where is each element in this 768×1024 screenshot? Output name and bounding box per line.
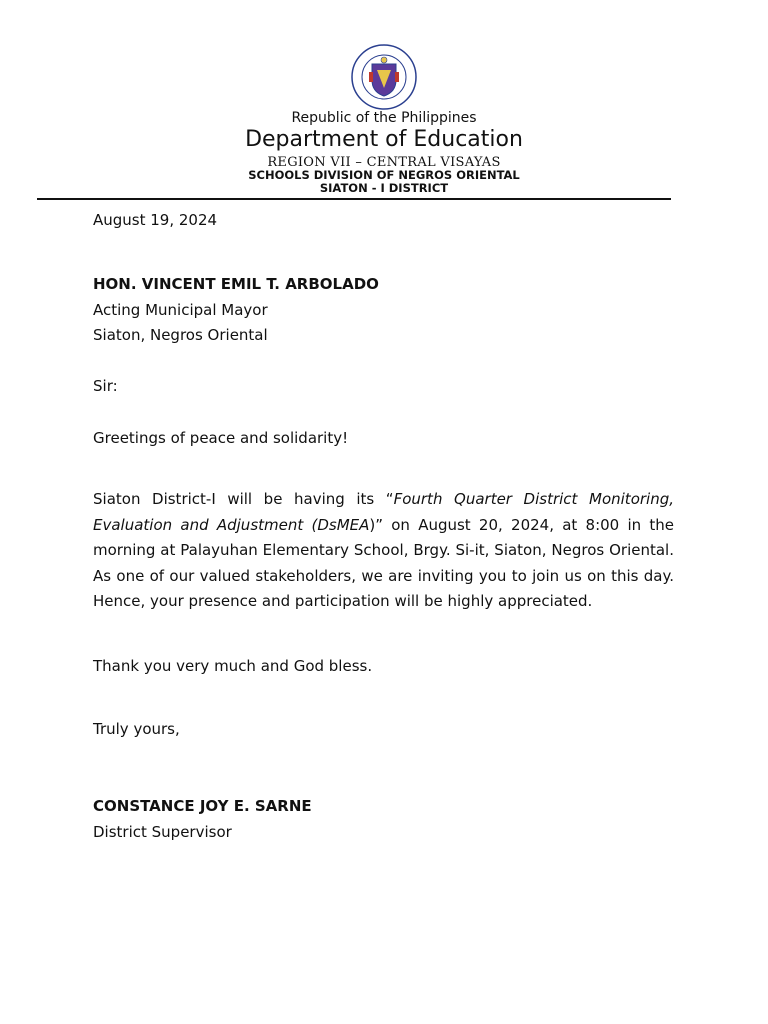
closing: Truly yours, — [93, 720, 180, 738]
recipient-location: Siaton, Negros Oriental — [93, 326, 268, 344]
salutation: Sir: — [93, 377, 118, 395]
department-heading: Department of Education — [245, 127, 523, 152]
event-name: Fourth Quarter District Monitoring, Evaluation and Adjustment (DsMEA — [93, 490, 674, 534]
region-heading: REGION VII – CENTRAL VISAYAS — [267, 155, 501, 170]
body-lead: Siaton District-I will be having its “ — [93, 490, 394, 508]
body-rest: )” on August 20, 2024, at 8:00 in the morning at Palayuhan Elementary School, Brgy. Si-it, Siaton, Negros Oriental. As one of our valued stakeholders, we are inviting you to join us on this day. Hence, your presence and participation will be highly appreciated. — [93, 515, 674, 611]
signatory-name: CONSTANCE JOY E. SARNE — [93, 797, 312, 815]
republic-heading: Republic of the Philippines — [291, 110, 477, 126]
signatory-title: District Supervisor — [93, 823, 232, 841]
letter-date: August 19, 2024 — [93, 211, 218, 229]
recipient-title: Acting Municipal Mayor — [93, 301, 268, 319]
division-heading: SCHOOLS DIVISION OF NEGROS ORIENTAL — [248, 168, 520, 182]
district-heading: SIATON - I DISTRICT — [319, 181, 449, 195]
deped-seal-logo — [347, 44, 421, 110]
body-paragraph — [93, 487, 674, 615]
recipient-name: HON. VINCENT EMIL T. ARBOLADO — [93, 275, 379, 293]
greeting: Greetings of peace and solidarity! — [93, 429, 349, 447]
thanks-line: Thank you very much and God bless. — [93, 657, 373, 675]
header-divider — [37, 198, 671, 200]
